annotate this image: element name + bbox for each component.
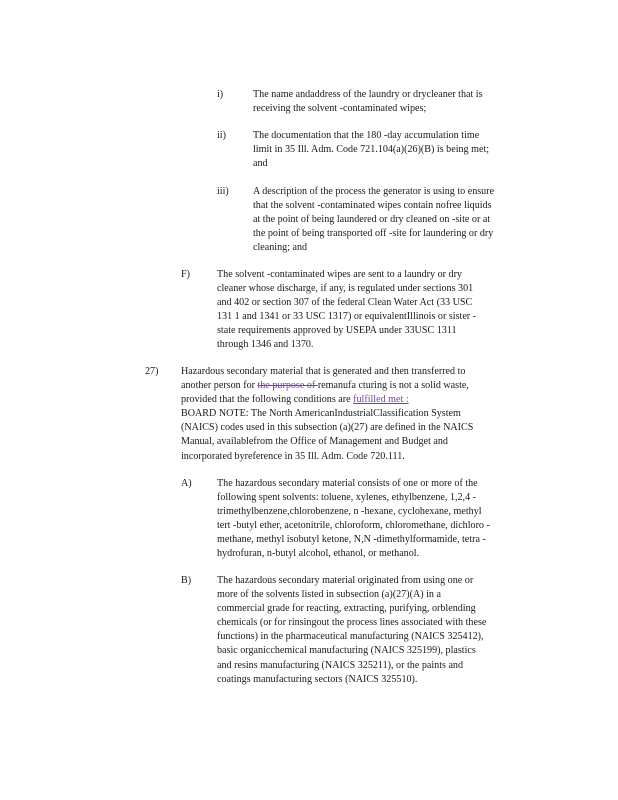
text-line-with-deletion [181,379,526,393]
text-line: The solvent -contaminated wipes are sent to a laundry or dry [217,269,462,280]
item-text-27 [181,365,526,464]
board-note-line: incorporated byreference in 35 Ill. Adm. Code 720.111. [181,450,405,462]
board-note-line: BOARD NOTE: The North AmericanIndustrialClassification System [181,408,461,420]
text-line: following spent solvents: toluene, xylenes, ethylbenzene, 1,2,4 - [217,492,477,504]
struck-text: the purpose of [257,380,318,392]
text-segment: another person for [181,380,258,392]
text-line: A description of the process the generator is using to ensure [253,186,495,197]
text-line: The documentation that the 180 -day accumulation time [253,130,480,141]
text-line: through 1346 and 1370. [217,339,314,351]
item-text-i [253,88,533,116]
text-line: and 402 or section 307 of the federal Clean Water Act (33 USC [217,297,473,309]
text-line: hydrofuran, n-butyl alcohol, ethanol, or methanol. [217,548,420,560]
text-line: Hazardous secondary material that is generated and then transferred to [181,366,466,377]
text-line: The hazardous secondary material originated from using one or [217,575,474,586]
text-line: tert -butyl ether, acetonitrile, chloroform, chloromethane, dichloro - [217,520,490,532]
item-marker-ii: ii) [217,130,226,141]
text-line: basic organicchemical manufacturing (NAICS 325199), plastics [217,645,476,657]
text-line: coatings manufacturing sectors (NAICS 325510). [217,673,418,685]
board-note-line: (NAICS) codes used in this subsection (a)(27) are defined in the NAICS [181,422,474,434]
text-line: The hazardous secondary material consists of one or more of the [217,478,478,489]
item-marker-f: F) [181,269,190,280]
item-marker-a: A) [181,478,192,489]
text-line: cleaner whose discharge, if any, is regulated under sections 301 [217,283,474,295]
item-marker-b: B) [181,575,192,586]
text-line: commercial grade for reacting, extracting, purifying, orblending [217,603,476,615]
board-note-line: Manual, availablefrom the Office of Management and Budget and [181,436,448,448]
item-text-b [217,574,535,687]
item-marker-27: 27) [145,366,159,377]
text-segment: provided that the following conditions are [181,394,354,406]
text-line: at the point of being laundered or dry cleaned on -site or at [253,214,491,226]
item-text-iii [253,185,537,255]
text-line: receiving the solvent -contaminated wipes; [253,103,427,115]
text-line: functions) in the pharmaceutical manufacturing (NAICS 325412), [217,631,484,643]
text-line: chemicals (or for rinsingout the process lines associated with these [217,617,487,629]
text-line-with-insertion [181,393,526,407]
text-line: that the solvent -contaminated wipes contain nofree liquids [253,200,492,212]
item-marker-i: i) [217,89,224,100]
text-line: limit in 35 Ill. Adm. Code 721.104(a)(26)(B) is being met; [253,144,490,156]
text-line: The name andaddress of the laundry or drycleaner that is [253,89,483,100]
text-line: 131 1 and 1341 or 33 USC 1317) or equivalentIllinois or sister - [217,311,477,323]
item-text-f [217,268,527,353]
text-line: and [253,158,268,170]
text-line: more of the solvents listed in subsection (a)(27)(A) in a [217,589,441,601]
text-segment: remanufa cturing is not a solid waste, [317,380,469,392]
text-line: cleaning; and [253,242,308,254]
text-line: the point of being transported off -site for laundering or dry [253,228,494,240]
text-line: trimethylbenzene,chlorobenzene, n -hexane, cyclohexane, methyl [217,506,482,518]
text-line: state requirements approved by USEPA under 33USC 1311 [217,325,457,337]
item-text-ii [253,129,535,171]
text-line: and resins manufacturing (NAICS 325211), or the paints and [217,659,464,671]
text-line: methane, methyl isobutyl ketone, N,N -dimethylformamide, tetra - [217,534,486,546]
inserted-text: fulfilled met : [353,394,409,406]
item-text-a [217,477,535,562]
item-marker-iii: iii) [217,186,229,197]
